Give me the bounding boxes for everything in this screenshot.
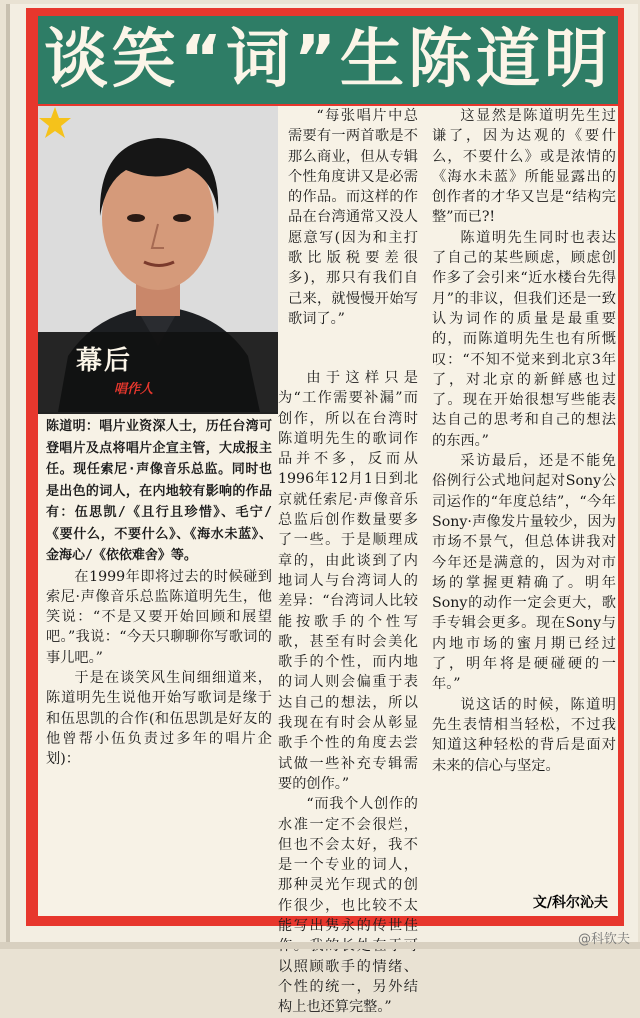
left-column — [46, 416, 272, 916]
paragraph: 这显然是陈道明先生过谦了，因为达观的《要什么，不要什么》或是浓情的《海水未蓝》所能显露出的创作者的才华又岂是“结构完整”而已?! — [432, 108, 616, 226]
portrait-illustration — [38, 106, 278, 412]
middle-column-top — [288, 106, 418, 366]
headline-banner — [38, 16, 618, 104]
paragraph: 陈道明先生同时也表达了自己的某些顾虑，顾虑创作多了会引来“近水楼台先得月”的非议，但我们还是一致认为词作的质量是最重要的，而陈道明先生也有所慨叹：“不知不觉来到北京3年了，对北京的新鲜感也过了。现在开始很想写些能表达自己的思考和自己的想法的东西。” — [432, 229, 616, 449]
photo-divider — [38, 412, 278, 414]
photo-caption-role: 唱作人 — [114, 382, 154, 397]
byline: 文/科尔沁夫 — [532, 895, 608, 911]
photo-caption-title: 幕后 — [76, 346, 133, 376]
page-bottom-strip — [0, 942, 640, 949]
middle-column-bottom — [278, 368, 418, 1016]
headline: 谈笑“词”生陈道明 — [43, 23, 613, 97]
paragraph: 说这话的时候，陈道明先生表情相当轻松，不过我知道这种轻松的背后是面对未来的信心与坚定。 — [432, 696, 616, 774]
watermark: @科钦夫 — [577, 932, 630, 947]
paragraph: “每张唱片中总需要有一两首歌是不那么商业，但从专辑个性角度讲又是必需的作品。而这样的作品在台湾通常又没人愿意写(因为和主打歌比版税要差很多)，那只有我们自己来，就慢慢开始写歌词了。” — [288, 108, 418, 327]
paragraph: 采访最后，还是不能免俗例行公式地问起对Sony公司运作的“年度总结”，“今年Sony·声像发片量较少，因为市场不景气，但总体讲我对今年还是满意的，因为对市场的掌握更精确了。明年Sony的动作一定会更大，歌手专辑会更多。现在Sony与内地市场的蜜月期已经过了，明年将是硬碰硬的一年。” — [432, 453, 616, 693]
bio-text: 唱片业资深人士，历任台湾可登唱片及点将唱片企宣主管，大成报主任。现任索尼·声像音乐总监。同时也是出色的词人，在内地较有影响的作品有：伍思凯/《且行且珍惜》、毛宁/《要什么，不要什么》、《海水未蓝》、金海心/《依依难舍》等。 — [46, 419, 272, 563]
paragraph: 在1999年即将过去的时候碰到索尼·声像音乐总监陈道明先生，他笑说：“不是又要开始回顾和展望吧。”我说：“今天只聊聊你写歌词的事儿吧。” — [46, 568, 272, 666]
right-column — [432, 106, 616, 916]
paragraph: “而我个人创作的水准一定不会很烂，但也不会太好，我不是一个专业的词人，那种灵光乍现式的创作很少，也比较不太能写出隽永的传世佳 以照顾歌手的情绪、个性的统一，另外结构上也还算完整。” — [278, 796, 418, 1016]
portrait-photo — [38, 106, 278, 412]
paragraph: 由于这样只是为“工作需要补漏”而创作，所以在台湾时陈道明先生的歌词作品并不多，反而从1996年12月1日到北京就任索尼·声像音乐总监后创作数量要多了一些。于是顺理成章的，由此谈到了内地词人与台湾词人的差异：“台湾词人比较能按歌手的个性写歌，甚至有时会美化歌手的个性，而内地的词人则会偏重于表达自己的想法，所以我现在有时会从彰显歌手个性的角度去尝试做一些补充专辑需要的创作。” — [278, 370, 418, 792]
bio-paragraph — [46, 416, 272, 567]
bio-name: 陈道明： — [46, 419, 100, 434]
paragraph: 于是在谈笑风生间细细道来，陈道明先生说他开始写歌词是缘于和伍思凯的合作(和伍思凯是好友的他曾帮小伍负责过多年的唱片企划)： — [46, 669, 272, 768]
star-icon — [38, 106, 72, 140]
